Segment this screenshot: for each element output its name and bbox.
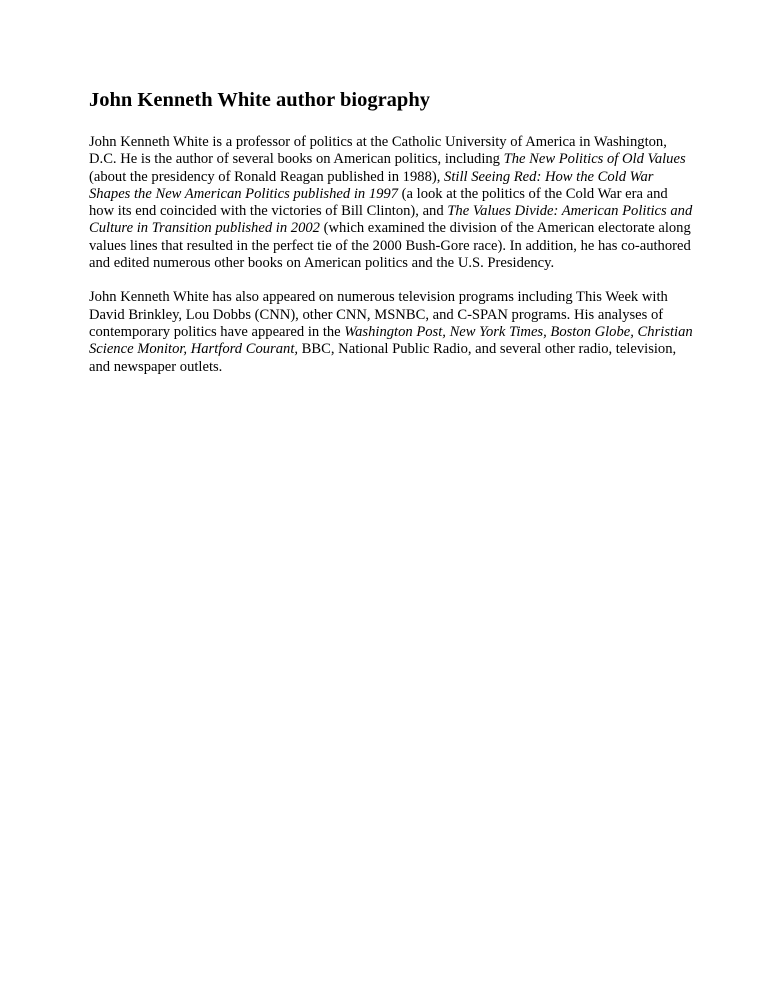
document-page	[89, 88, 693, 393]
text-segment: BBC, National Public Radio, and several other radio, television, and newspaper outlets.	[89, 341, 677, 375]
paragraph-media	[89, 289, 693, 375]
book-title-values-divide: The Values Divide: American Politics and Culture in Transition published in 2002	[89, 203, 693, 237]
document-title: John Kenneth White author biography	[89, 89, 430, 111]
newspaper-list: Washington Post, New York Times, Boston Globe, Christian Science Monitor, Hartford Courant,	[89, 323, 693, 358]
book-title-still-seeing-red: Still Seeing Red: How the Cold War Shapes the New American Politics published in 1997	[89, 168, 654, 202]
text-segment: (a look at the politics of the Cold War era and how its end coincided with the victories of Bill Clinton), and	[89, 185, 668, 220]
text-segment: John Kenneth White has also appeared on numerous television programs including This Week with David Brinkley, Lou Dobbs (CNN), other CNN, MSNBC, and C-SPAN programs. His analyses of contemporary politics have appeared in the	[89, 289, 668, 340]
text-segment: (about the presidency of Ronald Reagan published in 1988),	[89, 168, 445, 185]
text-segment: John Kenneth White is a professor of politics at the Catholic University of America in Washington, D.C. He is the author of several books on American politics, including	[89, 134, 667, 168]
paragraph-career	[89, 134, 693, 272]
text-segment: (which examined the division of the American electorate along values lines that resulted in the perfect tie of the 2000 Bush-Gore race). In addition, he has co-authored and edited numerous other books on American politics and the U.S. Presidency.	[89, 220, 691, 272]
book-title-new-politics: The New Politics of Old Values	[503, 151, 686, 168]
